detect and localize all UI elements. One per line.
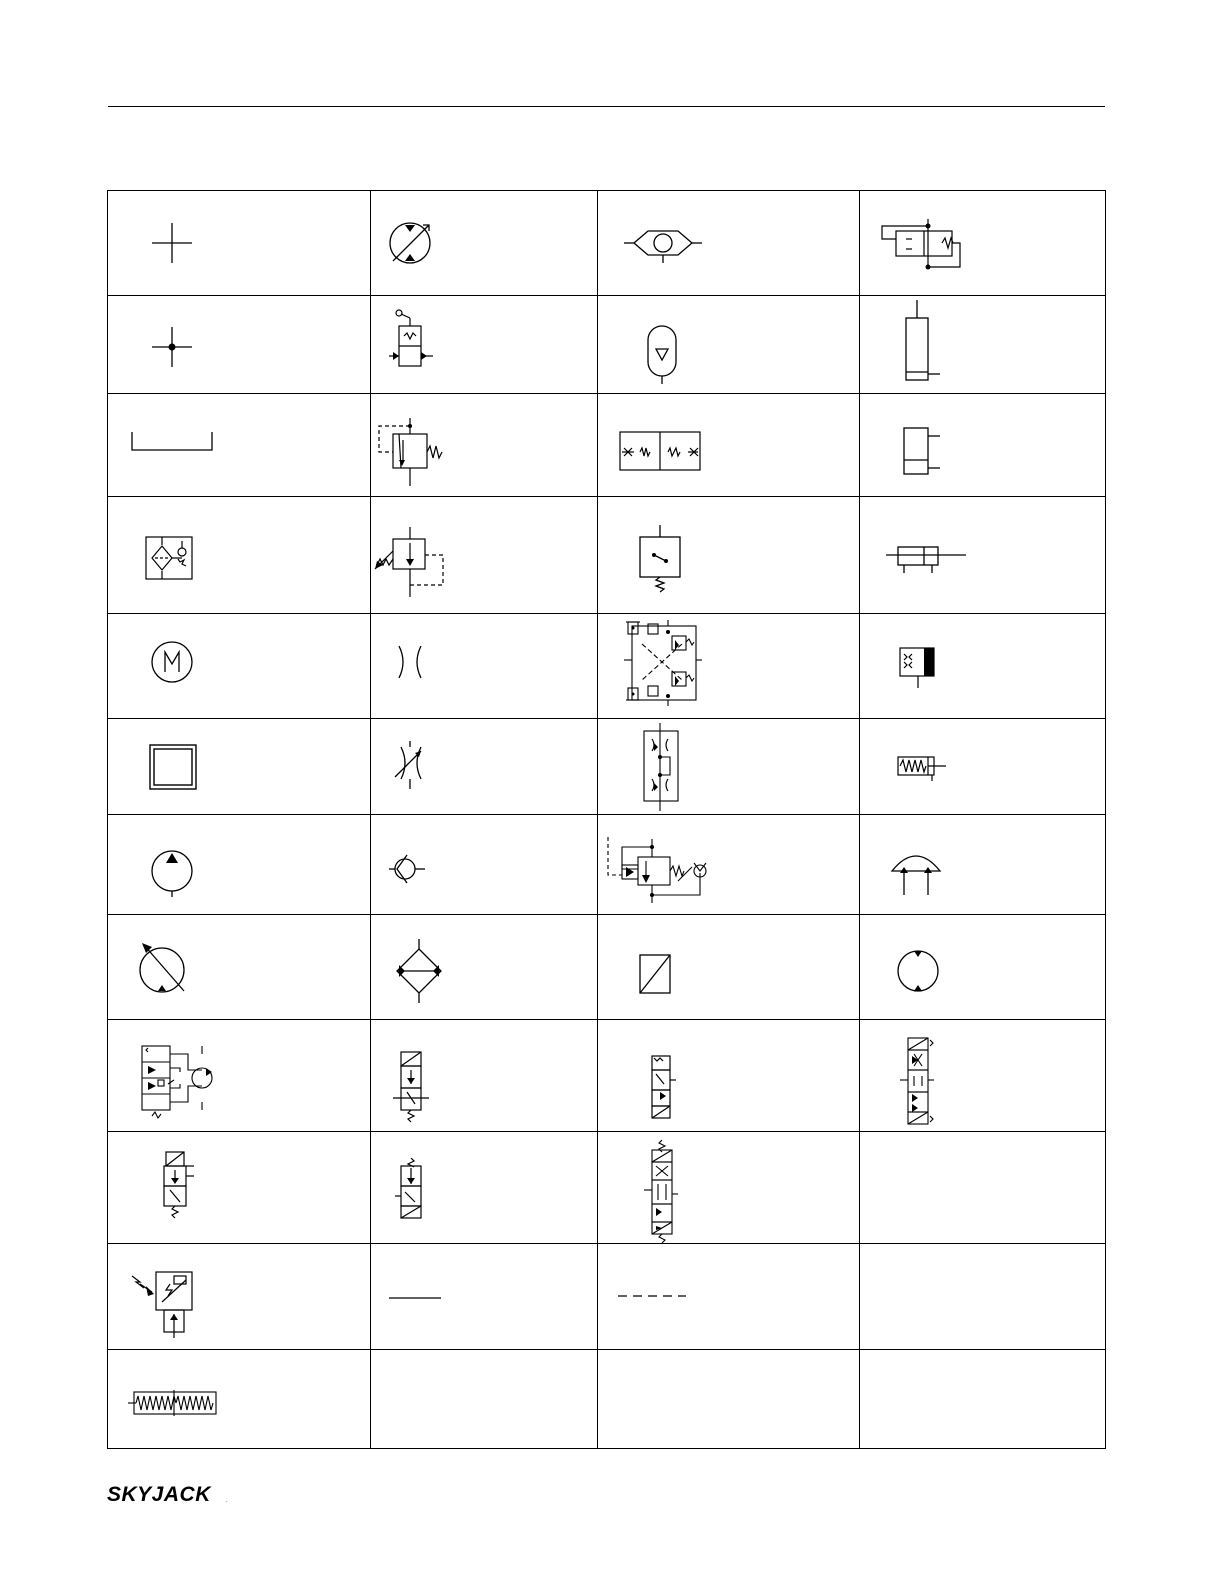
skyjack-logo xyxy=(106,1478,246,1508)
table-cell xyxy=(371,394,598,497)
fixed-pump-icon xyxy=(108,815,371,915)
table-row xyxy=(108,1132,1106,1244)
table-cell xyxy=(860,394,1106,497)
component-enclosure-icon xyxy=(108,719,371,815)
accumulator-icon xyxy=(598,296,860,394)
table-cell xyxy=(371,191,598,296)
spring-return-cylinder-icon xyxy=(860,719,1106,815)
table-cell xyxy=(598,1244,860,1350)
table-cell xyxy=(108,296,371,394)
table-cell xyxy=(108,614,371,719)
solenoid-spring-valve-b-icon xyxy=(371,1132,598,1244)
table-cell xyxy=(860,719,1106,815)
table-cell xyxy=(108,915,371,1020)
electric-motor-icon xyxy=(108,614,371,719)
single-acting-cylinder-icon xyxy=(860,296,1106,394)
table-row xyxy=(108,394,1106,497)
counterbalance-valve-icon xyxy=(598,815,860,915)
line-junction-icon xyxy=(108,296,371,394)
table-cell xyxy=(860,191,1106,296)
variable-pump-icon xyxy=(108,915,371,1020)
table-cell xyxy=(108,815,371,915)
flow-divider-valve-icon xyxy=(860,191,1106,296)
table-cell xyxy=(598,191,860,296)
table-cell xyxy=(598,815,860,915)
table-row xyxy=(108,1020,1106,1132)
table-cell xyxy=(598,719,860,815)
hydraulic-symbols-table xyxy=(107,190,1106,1449)
table-cell xyxy=(598,1020,860,1132)
table-cell xyxy=(108,719,371,815)
empty-cell xyxy=(371,1350,598,1449)
table-row xyxy=(108,497,1106,614)
svg-text:.: . xyxy=(226,1498,228,1504)
two-way-solenoid-valve-icon xyxy=(371,1020,598,1132)
solenoid-icon xyxy=(598,915,860,1020)
pressure-switch-icon xyxy=(598,497,860,614)
bellows-icon xyxy=(108,1350,371,1449)
manifold-valve-icon xyxy=(108,1020,371,1132)
empty-cell xyxy=(598,1350,860,1449)
table-cell xyxy=(371,915,598,1020)
table-row xyxy=(108,191,1106,296)
check-valve-icon xyxy=(371,815,598,915)
table-cell xyxy=(860,915,1106,1020)
table-row xyxy=(108,815,1106,915)
empty-cell xyxy=(860,1350,1106,1449)
dual-counterbalance-valve-icon xyxy=(598,614,860,719)
table-cell xyxy=(860,296,1106,394)
table-cell xyxy=(108,1244,371,1350)
adjustable-orifice-icon xyxy=(371,719,598,815)
table-cell xyxy=(108,1350,371,1449)
bidirectional-motor-icon xyxy=(860,915,1106,1020)
table-cell xyxy=(108,1132,371,1244)
cooler-icon xyxy=(371,915,598,1020)
rotary-actuator-icon xyxy=(860,815,1106,915)
line-crossing-icon xyxy=(108,191,371,296)
pressure-relief-valve-icon xyxy=(371,394,598,497)
table-cell xyxy=(371,719,598,815)
table-cell xyxy=(598,614,860,719)
filter-icon xyxy=(108,497,371,614)
table-cell xyxy=(371,1244,598,1350)
flow-control-valve-icon xyxy=(598,719,860,815)
double-rod-cylinder-icon xyxy=(860,497,1106,614)
table-cell xyxy=(598,497,860,614)
spring-centered-valve-icon xyxy=(598,394,860,497)
working-line-icon xyxy=(371,1244,598,1350)
solenoid-valve-icon xyxy=(598,1020,860,1132)
table-cell xyxy=(371,815,598,915)
table-cell xyxy=(371,497,598,614)
table-cell xyxy=(371,614,598,719)
table-cell xyxy=(598,394,860,497)
table-cell xyxy=(598,915,860,1020)
lever-valve-icon xyxy=(371,296,598,394)
adjustable-relief-valve-icon xyxy=(371,497,598,614)
pilot-line-icon xyxy=(598,1244,860,1350)
table-cell xyxy=(860,1020,1106,1132)
svg-text:SKYJACK: SKYJACK xyxy=(107,1483,211,1506)
table-cell xyxy=(108,191,371,296)
empty-cell xyxy=(860,1132,1106,1244)
table-cell xyxy=(108,497,371,614)
table-cell xyxy=(108,1020,371,1132)
table-cell xyxy=(108,394,371,497)
table-cell xyxy=(371,296,598,394)
header-rule xyxy=(108,106,1105,107)
table-row xyxy=(108,915,1106,1020)
table-cell xyxy=(860,614,1106,719)
three-position-valve-icon xyxy=(860,1020,1106,1132)
table-row xyxy=(108,1350,1106,1449)
reservoir-icon xyxy=(108,394,371,497)
table-cell xyxy=(860,497,1106,614)
table-cell xyxy=(371,1020,598,1132)
solenoid-spring-valve-icon xyxy=(108,1132,371,1244)
table-cell xyxy=(860,815,1106,915)
fixed-orifice-icon xyxy=(371,614,598,719)
table-row xyxy=(108,296,1106,394)
proportional-valve-icon xyxy=(108,1244,371,1350)
three-position-four-way-valve-icon xyxy=(598,1132,860,1244)
empty-cell xyxy=(860,1244,1106,1350)
table-row xyxy=(108,719,1106,815)
table-cell xyxy=(598,296,860,394)
variable-pump-motor-icon xyxy=(371,191,598,296)
table-row xyxy=(108,1244,1106,1350)
table-cell xyxy=(598,1132,860,1244)
table-cell xyxy=(371,1132,598,1244)
brake-cylinder-icon xyxy=(860,614,1106,719)
heat-exchanger-icon xyxy=(598,191,860,296)
double-acting-cylinder-icon xyxy=(860,394,1106,497)
table-row xyxy=(108,614,1106,719)
